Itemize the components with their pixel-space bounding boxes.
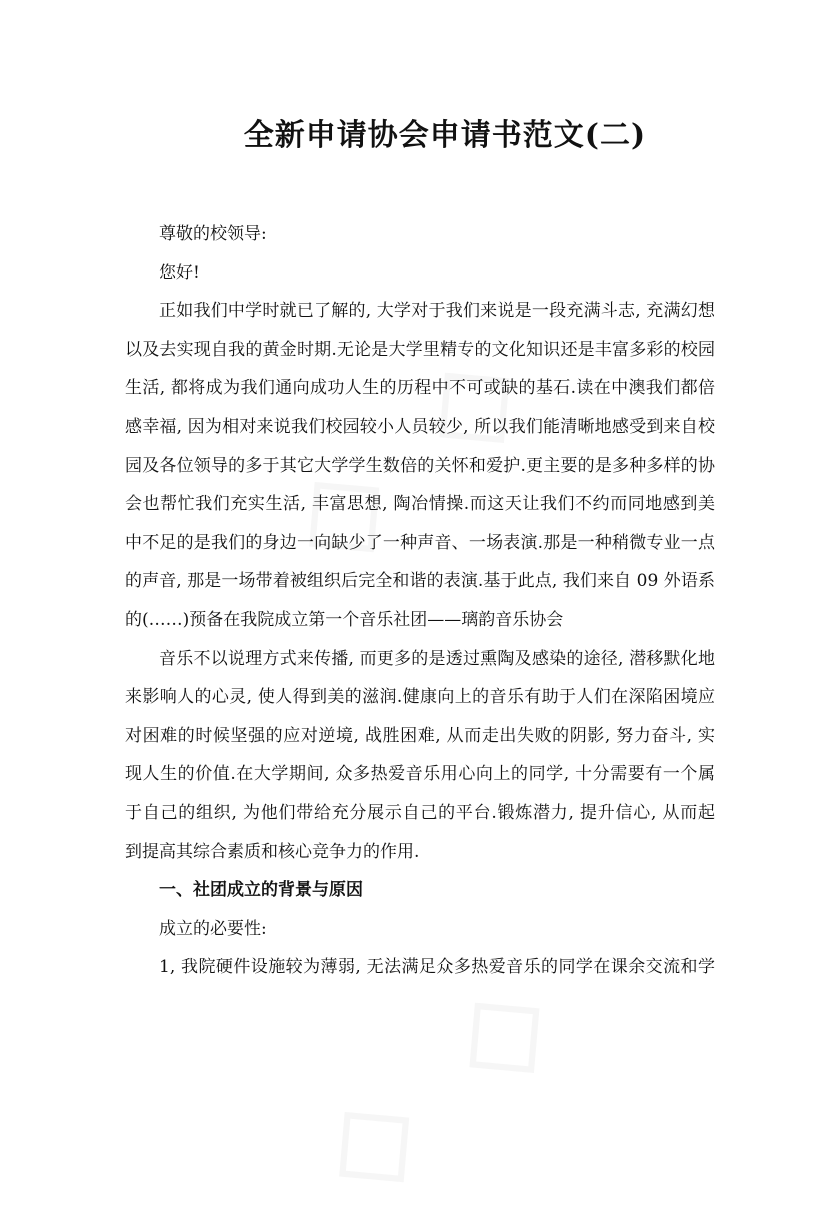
paragraph-line: 的声音, 那是一场带着被组织后完全和谐的表演.基于此点, 我们来自 09 外语系 xyxy=(125,571,715,592)
paragraph-line: 来影响人的心灵, 使人得到美的滋润.健康向上的音乐有助于人们在深陷困境应 xyxy=(125,687,715,708)
paragraph-line: 正如我们中学时就已了解的, 大学对于我们来说是一段充满斗志, 充满幻想 xyxy=(159,301,715,322)
paragraph-line: 感幸福, 因为相对来说我们校园较小人员较少, 所以我们能清晰地感受到来自校 xyxy=(125,416,715,437)
paragraph-line: 1, 我院硬件设施较为薄弱, 无法满足众多热爱音乐的同学在课余交流和学 xyxy=(159,957,715,978)
paragraph-line: 于自己的组织, 为他们带给充分展示自己的平台.锻炼潜力, 提升信心, 从而起 xyxy=(125,802,715,823)
paragraph-line: 现人生的价值.在大学期间, 众多热爱音乐用心向上的同学, 十分需要有一个属 xyxy=(125,764,715,785)
paragraph-line: 的(……)预备在我院成立第一个音乐社团——璃韵音乐协会 xyxy=(125,609,564,630)
greeting: 您好! xyxy=(159,262,200,283)
document-body xyxy=(125,215,715,987)
paragraph-line: 对困难的时候坚强的应对逆境, 战胜困难, 从而走出失败的阴影, 努力奋斗, 实 xyxy=(125,725,715,746)
paragraph-line: 以及去实现自我的黄金时期.无论是大学里精专的文化知识还是丰富多彩的校园 xyxy=(125,339,715,360)
paragraph-line: 中不足的是我们的身边一向缺少了一种声音、一场表演.那是一种稍微专业一点 xyxy=(125,532,715,553)
paragraph-line: 会也帮忙我们充实生活, 丰富思想, 陶冶情操.而这天让我们不约而同地感到美 xyxy=(125,494,715,515)
document-title: 全新申请协会申请书范文(二) xyxy=(243,118,647,153)
subheading: 成立的必要性: xyxy=(159,918,267,939)
salutation: 尊敬的校领导: xyxy=(159,224,267,244)
paragraph-line: 园及各位领导的多于其它大学学生数倍的关怀和爱护.更主要的是多种多样的协 xyxy=(125,455,715,476)
paragraph-line: 到提高其综合素质和核心竞争力的作用. xyxy=(125,841,420,862)
section-heading: 一、社团成立的背景与原因 xyxy=(159,880,363,901)
paragraph-line: 生活, 都将成为我们通向成功人生的历程中不可或缺的基石.读在中澳我们都倍 xyxy=(125,378,715,399)
paragraph-line: 音乐不以说理方式来传播, 而更多的是透过熏陶及感染的途径, 潜移默化地 xyxy=(159,648,715,669)
